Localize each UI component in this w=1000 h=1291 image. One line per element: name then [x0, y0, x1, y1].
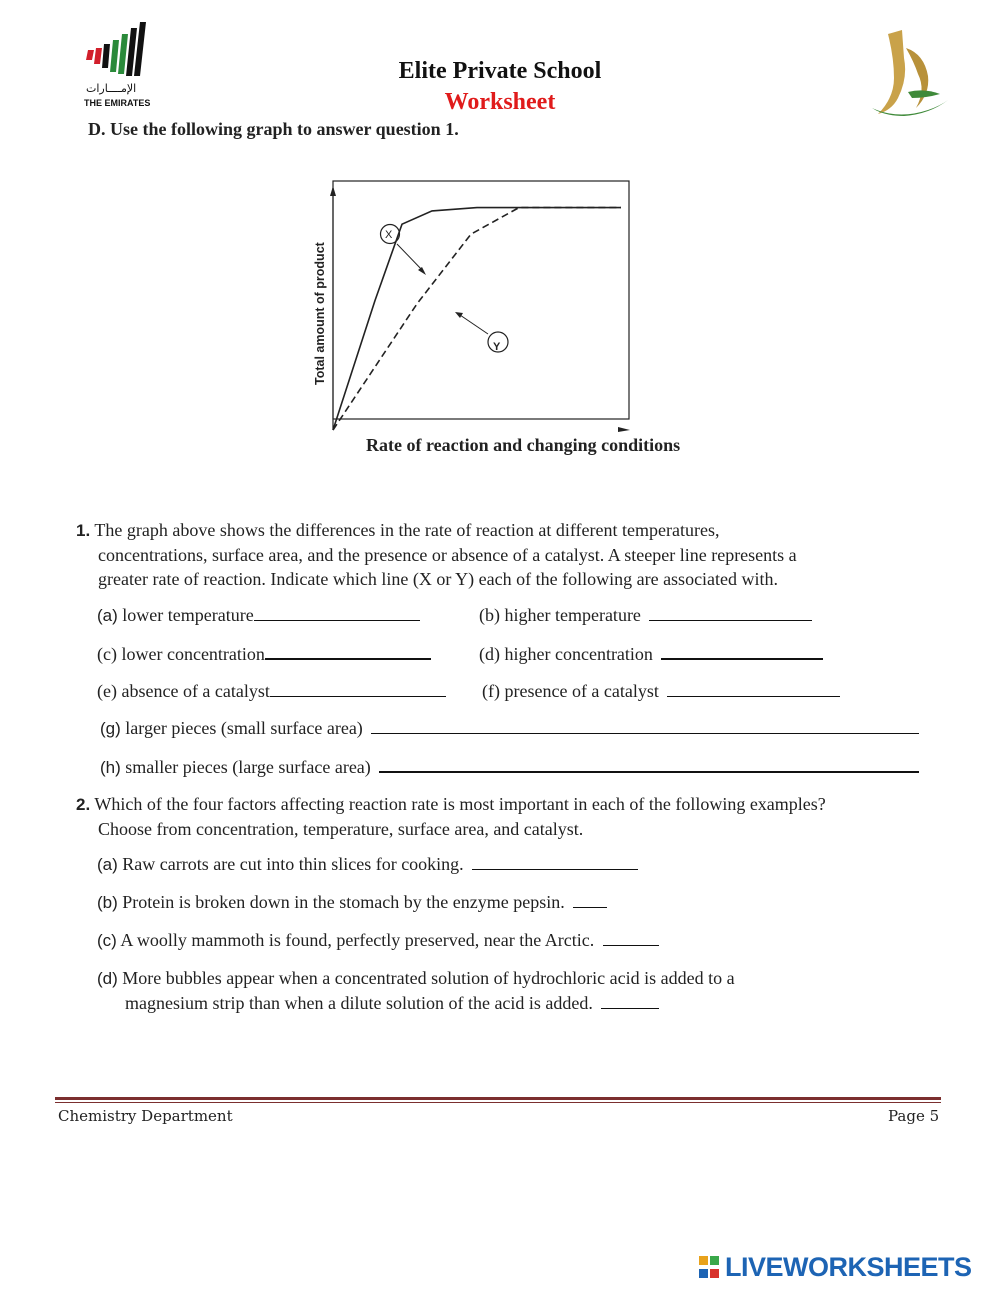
label-y-pointer	[460, 315, 488, 334]
x-axis-label: Rate of reaction and changing conditions	[366, 435, 681, 455]
q2d-answer-field[interactable]	[601, 992, 659, 1009]
liveworksheets-logo-icon	[698, 1255, 722, 1281]
school-name: Elite Private School	[398, 58, 602, 84]
q2b-answer-field[interactable]	[573, 891, 607, 908]
reaction-rate-chart	[300, 170, 740, 470]
q1e-row: (e) absence of a catalyst	[97, 680, 446, 702]
q2a-answer-field[interactable]	[472, 853, 638, 870]
series-line-y	[333, 208, 621, 430]
q1b-answer-field[interactable]	[649, 604, 812, 621]
chart-frame	[333, 181, 629, 419]
emirates-logo-text-ar: الإمــــارات	[86, 82, 137, 95]
series-layer	[333, 208, 621, 430]
q2c-answer-field[interactable]	[603, 929, 659, 946]
q1-line1: 1. The graph above shows the differences in the rate of reaction at different temperatures,	[76, 520, 720, 540]
q1d-row: (d) higher concentration	[479, 642, 823, 665]
liveworksheets-text: LIVEWORKSHEETS	[725, 1252, 972, 1282]
liveworksheets-watermark[interactable]	[698, 1252, 972, 1283]
footer-rule-thin	[55, 1102, 941, 1103]
q1c-answer-field[interactable]	[265, 642, 431, 660]
footer-department: Chemistry Department	[58, 1107, 233, 1125]
y-axis-arrowhead	[330, 186, 336, 196]
q2d-row: (d) More bubbles appear when a concentrated solution of hydrochloric acid is added to a magnesium strip than when a dilute solution of the acid is added.	[97, 968, 735, 1013]
q1g-row: (g) larger pieces (small surface area)	[100, 717, 919, 739]
label-y: Y	[493, 341, 501, 353]
q2-block	[76, 792, 956, 841]
q1h-row: (h) smaller pieces (large surface area)	[100, 755, 919, 778]
q1b-row: (b) higher temperature	[479, 604, 812, 626]
footer-rule	[55, 1097, 941, 1100]
q1f-answer-field[interactable]	[667, 680, 840, 697]
series-line-x	[333, 208, 621, 430]
y-axis-label: Total amount of product	[313, 242, 327, 385]
q1h-answer-field[interactable]	[379, 755, 919, 773]
q2a-row: (a) Raw carrots are cut into thin slices for cooking.	[97, 853, 638, 875]
q1f-row: (f) presence of a catalyst	[482, 680, 840, 702]
q1a-row: (a) lower temperature	[97, 604, 420, 626]
label-x-pointer	[397, 244, 424, 272]
q2b-row: (b) Protein is broken down in the stomach by the enzyme pepsin.	[97, 891, 607, 913]
q1-block	[76, 518, 956, 591]
q1g-answer-field[interactable]	[371, 717, 919, 734]
section-heading: D. Use the following graph to answer question 1.	[88, 119, 459, 139]
q1c-row: (c) lower concentration	[97, 642, 431, 665]
q2-line1: 2. Which of the four factors affecting reaction rate is most important in each of the following examples?	[76, 794, 826, 814]
q2-line2: Choose from concentration, temperature, surface area, and catalyst.	[98, 819, 584, 839]
label-x-arrowhead	[418, 267, 426, 275]
q1-number: 1.	[76, 521, 91, 540]
x-axis-arrowhead	[618, 427, 630, 432]
q1-line2: concentrations, surface area, and the presence or absence of a catalyst. A steeper line represents a	[98, 545, 797, 565]
q2c-row: (c) A woolly mammoth is found, perfectly preserved, near the Arctic.	[97, 929, 659, 951]
footer-page-number: Page 5	[888, 1107, 940, 1125]
emirates-logo-text-en: THE EMIRATES	[84, 98, 151, 108]
q1e-answer-field[interactable]	[270, 680, 446, 697]
label-x: X	[385, 229, 393, 241]
q2-number: 2.	[76, 795, 91, 814]
q1-line3: greater rate of reaction. Indicate which line (X or Y) each of the following are associated with.	[98, 569, 779, 589]
q1d-answer-field[interactable]	[661, 642, 823, 660]
q1a-answer-field[interactable]	[254, 604, 420, 621]
label-y-arrowhead	[455, 312, 463, 318]
worksheet-title: Worksheet	[444, 89, 556, 115]
